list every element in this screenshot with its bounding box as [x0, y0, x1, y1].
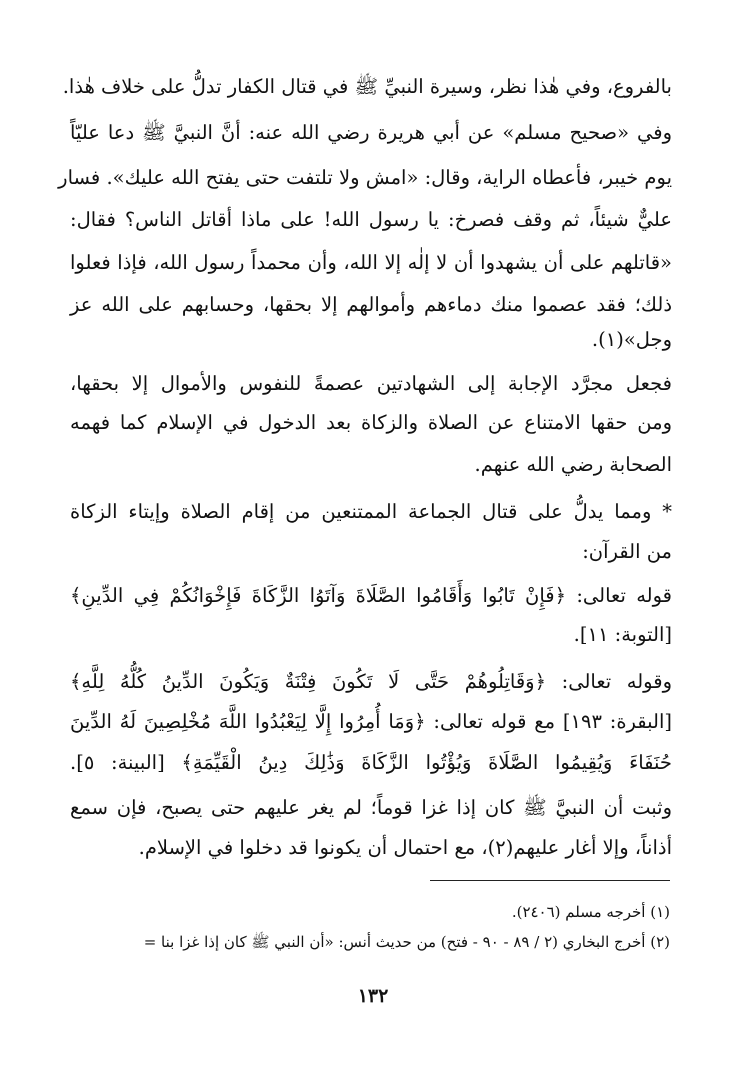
- text-line: ذلك؛ فقد عصموا منك دماءهم وأموالهم إلا بحقها، وحسابهم على الله عز: [70, 293, 672, 316]
- text-line: الصحابة رضي الله عنهم.: [474, 453, 672, 476]
- text-line: فجعل مجرَّد الإجابة إلى الشهادتين عصمةً للنفوس والأموال إلا بحقها،: [70, 372, 672, 395]
- quran-verse-line: [البقرة: ١٩٣] مع قوله تعالى: ﴿وَمَا أُمِرُوا إِلَّا لِيَعْبُدُوا اللَّهَ مُخْلِصِينَ لَهُ الدِّينَ: [70, 710, 673, 733]
- text-line: * ومما يدلُّ على قتال الجماعة الممتنعين من إقام الصلاة وإيتاء الزكاة: [70, 500, 672, 523]
- text-line: بالفروع، وفي هٰذا نظر، وسيرة النبيِّ ﷺ في قتال الكفار تدلُّ على خلاف هٰذا.: [62, 75, 672, 98]
- text-line: وثبت أن النبيَّ ﷺ كان إذا غزا قوماً؛ لم يغر عليهم حتى يصبح، فإن سمع: [70, 796, 672, 819]
- page-number: ١٣٢: [357, 985, 389, 1007]
- quran-verse-line: وقوله تعالى: ﴿وَقَاتِلُوهُمْ حَتَّى لَا تَكُونَ فِتْنَةٌ وَيَكُونَ الدِّينُ كُلُّهُ لِلَّهِ﴾: [70, 670, 672, 693]
- text-line: أذاناً، وإلا أغار عليهم(٢)، مع احتمال أن يكونوا قد دخلوا في الإسلام.: [138, 836, 672, 859]
- verse-reference: [التوبة: ١١].: [573, 623, 672, 646]
- text-line: يوم خيبر، فأعطاه الراية، وقال: «امش ولا تلتفت حتى يفتح الله عليك». فسار: [58, 166, 672, 189]
- text-line: وجل»(١).: [591, 328, 672, 351]
- quran-verse-line: حُنَفَاءَ وَيُقِيمُوا الصَّلَاةَ وَيُؤْتُوا الزَّكَاةَ وَذَٰلِكَ دِينُ الْقَيِّمَةِ﴾ [البينة: ٥].: [70, 751, 672, 774]
- text-line: «قاتلهم على أن يشهدوا أن لا إلٰه إلا الله، وأن محمداً رسول الله، فإذا فعلوا: [70, 251, 672, 274]
- footnote: (١) أخرجه مسلم (٢٤٠٦).: [511, 903, 670, 921]
- text-line: ومن حقها الامتناع عن الصلاة والزكاة بعد الدخول في الإسلام كما فهمه: [70, 411, 672, 434]
- text-line: وفي «صحيح مسلم» عن أبي هريرة رضي الله عنه: أنَّ النبيَّ ﷺ دعا عليّاً: [70, 121, 672, 144]
- text-line: عليٌّ شيئاً، ثم وقف فصرخ: يا رسول الله! على ماذا أقاتل الناس؟ فقال:: [70, 208, 672, 231]
- footnote-divider: [430, 880, 670, 881]
- text-line: من القرآن:: [582, 540, 672, 563]
- quran-verse-line: قوله تعالى: ﴿فَإِنْ تَابُوا وَأَقَامُوا الصَّلَاةَ وَآتَوُا الزَّكَاةَ فَإِخْوَانُكُمْ فِي الدِّينِ﴾: [70, 584, 672, 607]
- footnote: (٢) أخرج البخاري (٢ / ٨٩ - ٩٠ - فتح) من حديث أنس: «أن النبي ﷺ كان إذا غزا بنا =: [143, 933, 670, 951]
